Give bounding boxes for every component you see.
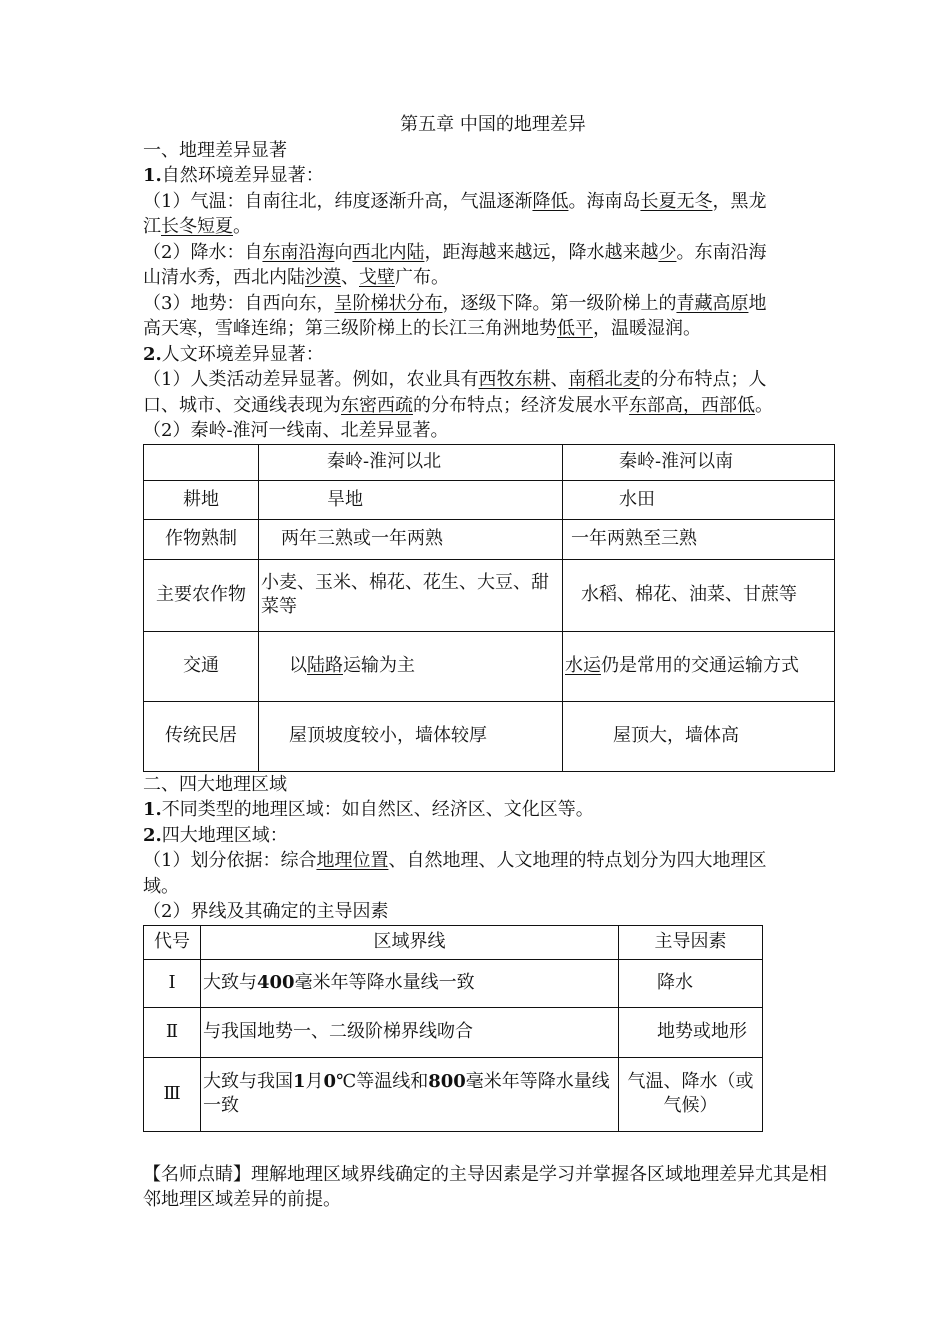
paragraph-human-activity-cont: 口、城市、交通线表现为东密西疏的分布特点；经济发展水平东部高，西部低。 xyxy=(143,394,773,416)
item-number: 2. xyxy=(143,343,162,365)
cell-south: 水稻、棉花、油菜、甘蔗等 xyxy=(563,559,835,631)
table-row xyxy=(144,1057,763,1131)
cell-south: 水田 xyxy=(563,480,835,519)
subheading-four-regions: 2.四大地理区域： xyxy=(143,824,288,846)
header-boundary: 区域界线 xyxy=(201,925,619,959)
table-cell xyxy=(144,444,259,480)
subheading-text: 自然环境差异显著： xyxy=(161,165,324,186)
table-header-north: 秦岭-淮河以北 xyxy=(259,444,563,480)
cell-boundary: 与我国地势一、二级阶梯界线吻合 xyxy=(201,1007,619,1057)
header-factor: 主导因素 xyxy=(619,925,763,959)
paragraph-basis: （1）划分依据：综合地理位置、自然地理、人文地理的特点划分为四大地理区 xyxy=(143,850,767,871)
paragraph-precipitation-cont: 山清水秀，西北内陆沙漠、戈壁广布。 xyxy=(143,267,449,288)
cell-boundary: 大致与我国1月0℃等温线和800毫米年等降水量线一致 xyxy=(201,1057,619,1131)
header-code: 代号 xyxy=(144,925,201,959)
subheading-text: 人文环境差异显著： xyxy=(161,343,324,365)
paragraph-temperature-cont: 江长冬短夏。 xyxy=(143,216,251,237)
table-row xyxy=(144,1007,763,1057)
cell-code: Ⅲ xyxy=(144,1057,201,1131)
row-label: 传统民居 xyxy=(144,701,259,771)
section-heading-2: 二、四大地理区域 xyxy=(143,773,287,795)
cell-factor: 地势或地形 xyxy=(619,1007,763,1057)
paragraph-temperature: （1）气温：自南往北，纬度逐渐升高，气温逐渐降低。海南岛长夏无冬，黑龙 xyxy=(143,190,767,212)
paragraph-terrain-cont: 高天寒，雪峰连绵；第三级阶梯上的长江三角洲地势低平，温暖湿润。 xyxy=(143,318,701,339)
teacher-tip xyxy=(143,1162,843,1213)
row-label: 交通 xyxy=(144,631,259,701)
paragraph-boundaries: （2）界线及其确定的主导因素 xyxy=(143,901,389,922)
cell-north: 旱地 xyxy=(259,480,563,519)
cell-north: 以陆路运输为主 xyxy=(259,631,563,701)
cell-north: 两年三熟或一年两熟 xyxy=(259,519,563,559)
paragraph-human-activity: （1）人类活动差异显著。例如，农业具有西牧东耕、南稻北麦的分布特点；人 xyxy=(143,369,767,390)
paragraph-terrain: （3）地势：自西向东，呈阶梯状分布，逐级下降。第一级阶梯上的青藏高原地 xyxy=(143,292,767,314)
cell-factor: 气温、降水（或气候） xyxy=(619,1057,763,1131)
cell-code: Ⅰ xyxy=(144,959,201,1007)
qinling-comparison-table xyxy=(143,444,835,772)
subheading-natural xyxy=(143,163,843,189)
tip-text: 理解地理区域界线确定的主导因素是学习并掌握各区域地理差异尤其是相邻地理区域差异的前提。 xyxy=(143,1163,827,1210)
region-boundary-table xyxy=(143,925,763,1132)
paragraph-basis-cont: 域。 xyxy=(143,875,179,897)
paragraph-region-types: 1.不同类型的地理区域：如自然区、经济区、文化区等。 xyxy=(143,799,594,820)
row-label: 作物熟制 xyxy=(144,519,259,559)
page-title: 第五章 中国的地理差异 xyxy=(400,114,586,135)
row-label: 主要农作物 xyxy=(144,559,259,631)
document-page xyxy=(143,112,843,1213)
table-row xyxy=(144,559,835,631)
row-label: 耕地 xyxy=(144,480,259,519)
cell-factor: 降水 xyxy=(619,959,763,1007)
table-row xyxy=(144,519,835,559)
item-number: 1. xyxy=(143,165,162,186)
table-row xyxy=(144,959,763,1007)
table-header-row xyxy=(144,925,763,959)
table-header-south: 秦岭-淮河以南 xyxy=(563,444,835,480)
cell-boundary: 大致与400毫米年等降水量线一致 xyxy=(201,959,619,1007)
cell-south: 一年两熟至三熟 xyxy=(563,519,835,559)
paragraph-precipitation: （2）降水：自东南沿海向西北内陆，距海越来越远，降水越来越少。东南沿海 xyxy=(143,241,767,263)
table-header-row xyxy=(144,444,835,480)
tip-label: 【名师点睛】 xyxy=(143,1163,251,1185)
table-row xyxy=(144,701,835,771)
section-heading-1: 一、地理差异显著 xyxy=(143,139,287,161)
paragraph-qinling: （2）秦岭-淮河一线南、北差异显著。 xyxy=(143,420,449,441)
table-row xyxy=(144,631,835,701)
cell-south: 水运仍是常用的交通运输方式 xyxy=(563,631,835,701)
cell-south: 屋顶大，墙体高 xyxy=(563,701,835,771)
table-row xyxy=(144,480,835,519)
subheading-human xyxy=(143,342,843,368)
cell-north: 屋顶坡度较小，墙体较厚 xyxy=(259,701,563,771)
cell-code: Ⅱ xyxy=(144,1007,201,1057)
cell-north: 小麦、玉米、棉花、花生、大豆、甜菜等 xyxy=(259,559,563,631)
